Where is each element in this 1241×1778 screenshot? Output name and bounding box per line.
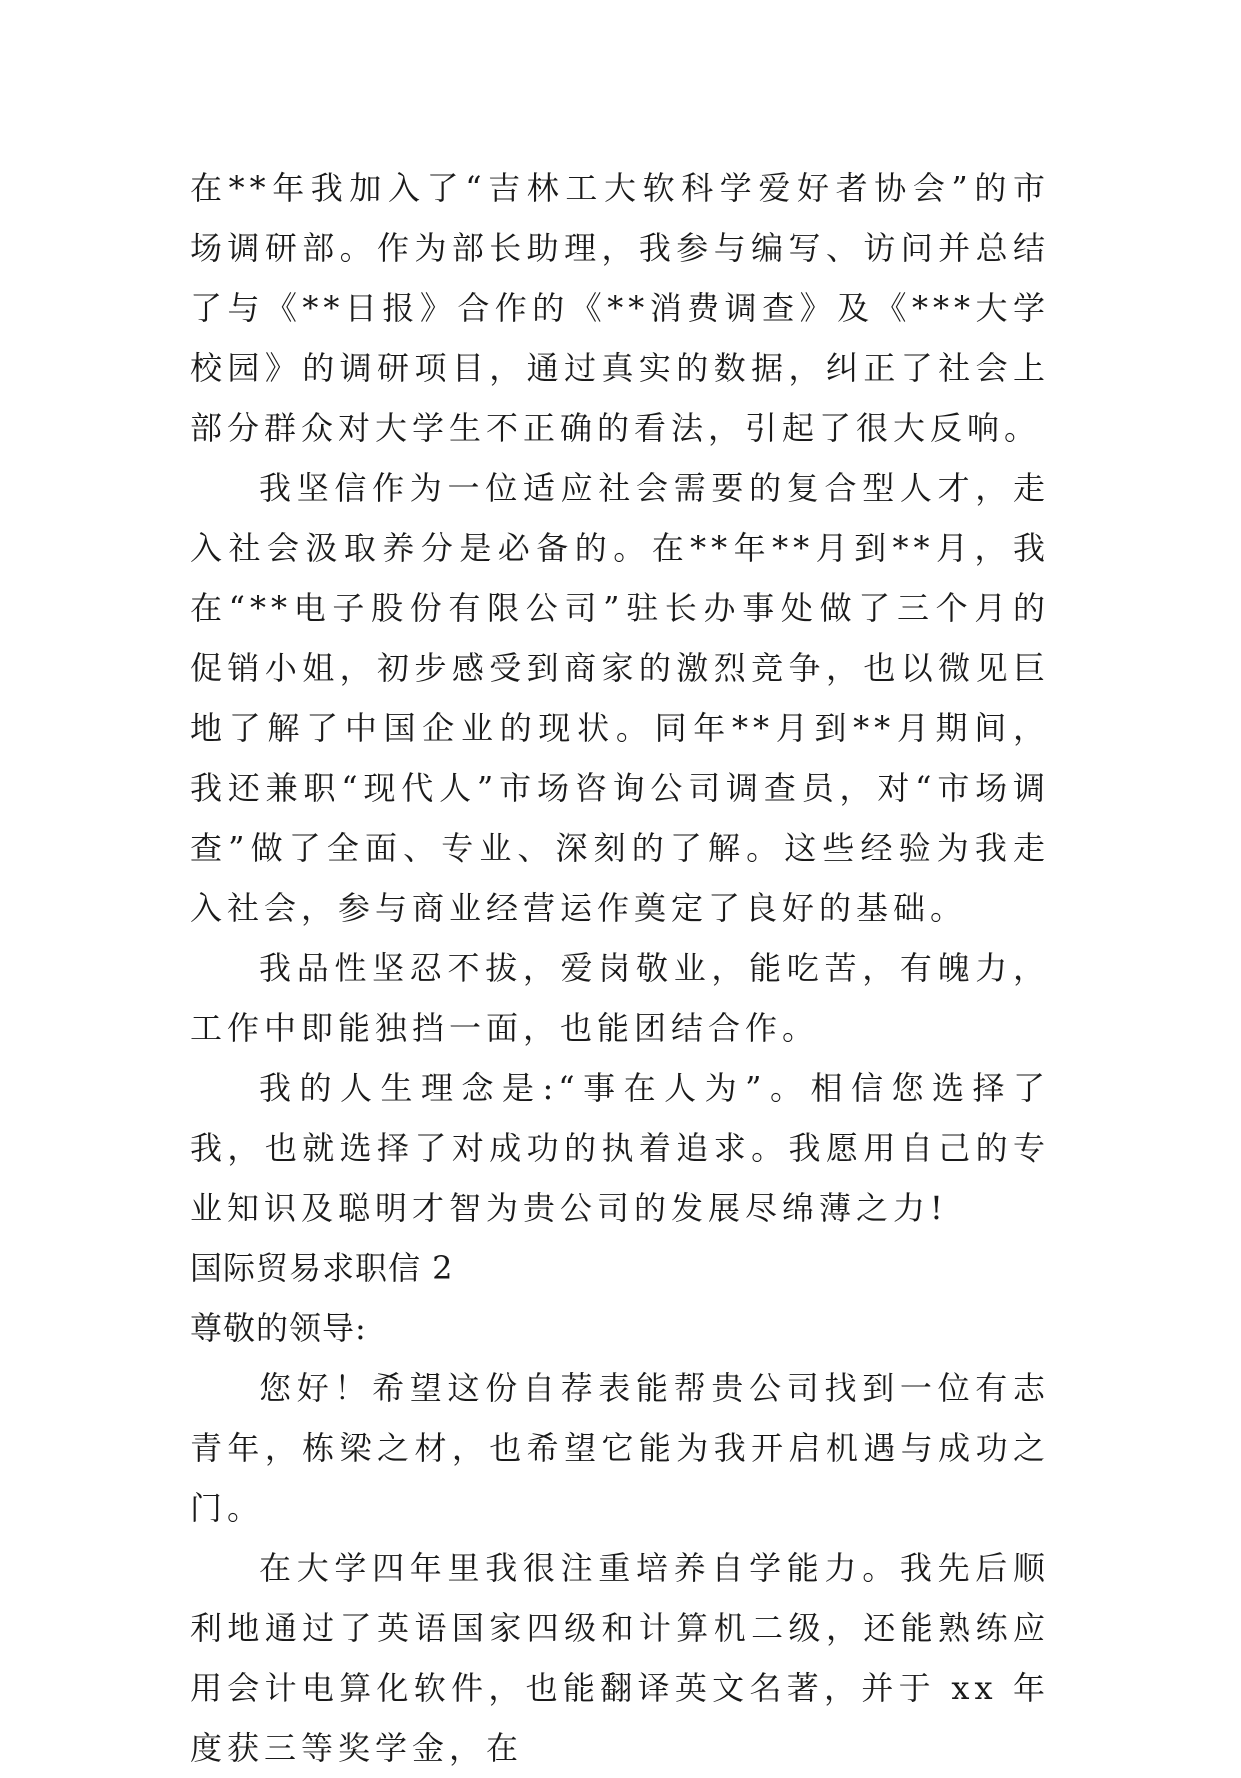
paragraph: 我坚信作为一位适应社会需要的复合型人才，走入社会汲取养分是必备的。在**年**月到**月，我在“**电子股份有限公司”驻长办事处做了三个月的促销小姐，初步感受到商家的激烈竞争，也以微见巨地了解了中国企业的现状。同年**月到**月期间，我还兼职“现代人”市场咨询公司调查员，对“市场调查”做了全面、专业、深刻的了解。这些经验为我走入社会，参与商业经营运作奠定了良好的基础。 [190, 469, 1050, 927]
paragraph: 我的人生理念是:“事在人为”。相信您选择了我，也就选择了对成功的执着追求。我愿用自己的专业知识及聪明才智为贵公司的发展尽绵薄之力! [190, 1069, 1050, 1227]
paragraph: 我品性坚忍不拔，爱岗敬业，能吃苦，有魄力，工作中即能独挡一面，也能团结合作。 [190, 949, 1050, 1047]
paragraph: 在大学四年里我很注重培养自学能力。我先后顺利地通过了英语国家四级和计算机二级，还能熟练应用会计电算化软件，也能翻译英文名著，并于 xx 年度获三等奖学金，在 [190, 1549, 1050, 1767]
document-body [190, 158, 1050, 1778]
paragraph: 您好！希望这份自荐表能帮贵公司找到一位有志青年，栋梁之材，也希望它能为我开启机遇与成功之门。 [190, 1369, 1050, 1527]
salutation: 尊敬的领导: [190, 1309, 367, 1347]
paragraph: 在**年我加入了“吉林工大软科学爱好者协会”的市场调研部。作为部长助理，我参与编写、访问并总结了与《**日报》合作的《**消费调查》及《***大学校园》的调研项目，通过真实的数据，纠正了社会上部分群众对大学生不正确的看法，引起了很大反响。 [190, 169, 1050, 447]
section-title: 国际贸易求职信 2 [190, 1249, 454, 1287]
